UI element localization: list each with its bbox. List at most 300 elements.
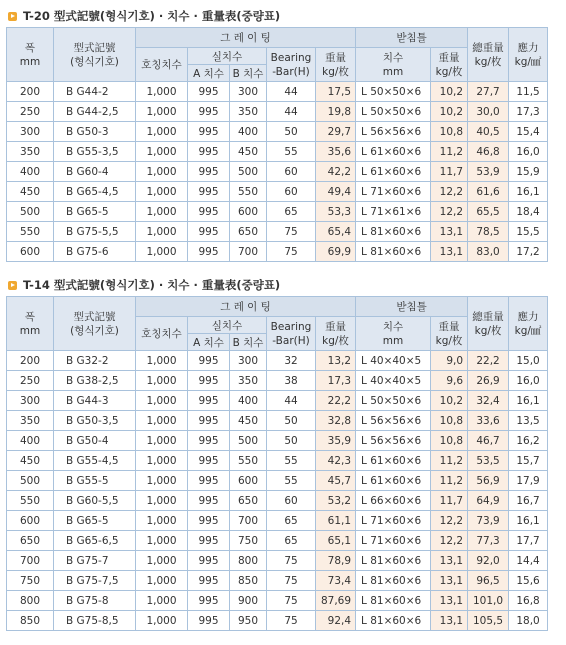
cell-model: B G65-5 (54, 202, 136, 222)
cell-b-dim: 600 (230, 471, 267, 491)
cell-nominal: 1,000 (136, 611, 188, 631)
cell-steel-weight: 12,2 (431, 202, 468, 222)
cell-bearing: 55 (267, 142, 316, 162)
cell-model: B G44-3 (54, 391, 136, 411)
cell-steel: L 56×56×6 (356, 431, 431, 451)
cell-b-dim: 400 (230, 122, 267, 142)
cell-steel-weight: 11,7 (431, 162, 468, 182)
cell-total-weight: 101,0 (468, 591, 509, 611)
cell-nominal: 1,000 (136, 391, 188, 411)
cell-model: B G55-5 (54, 471, 136, 491)
cell-weight: 35,6 (316, 142, 356, 162)
cell-b-dim: 900 (230, 591, 267, 611)
cell-bearing: 65 (267, 511, 316, 531)
cell-total-weight: 22,2 (468, 351, 509, 371)
header-support: 받침틀 (356, 28, 468, 48)
cell-stress: 17,9 (509, 471, 548, 491)
section-title-t14 (8, 277, 280, 293)
cell-a-dim: 995 (188, 431, 230, 451)
cell-width: 850 (7, 611, 54, 631)
cell-stress: 15,4 (509, 122, 548, 142)
cell-weight: 53,2 (316, 491, 356, 511)
cell-a-dim: 995 (188, 411, 230, 431)
cell-bearing: 38 (267, 371, 316, 391)
cell-b-dim: 300 (230, 82, 267, 102)
cell-nominal: 1,000 (136, 531, 188, 551)
cell-width: 200 (7, 82, 54, 102)
cell-steel-weight: 12,2 (431, 531, 468, 551)
cell-a-dim: 995 (188, 351, 230, 371)
cell-weight: 13,2 (316, 351, 356, 371)
cell-b-dim: 350 (230, 102, 267, 122)
cell-width: 250 (7, 371, 54, 391)
cell-nominal: 1,000 (136, 491, 188, 511)
header-actual: 실치수 (188, 317, 267, 334)
cell-steel-weight: 10,8 (431, 431, 468, 451)
cell-b-dim: 300 (230, 351, 267, 371)
section-title-t20 (8, 8, 280, 24)
cell-total-weight: 27,7 (468, 82, 509, 102)
cell-nominal: 1,000 (136, 202, 188, 222)
cell-weight: 87,69 (316, 591, 356, 611)
cell-nominal: 1,000 (136, 142, 188, 162)
cell-steel-weight: 11,2 (431, 471, 468, 491)
table-row (7, 122, 548, 142)
header-weight: 重量 kg/枚 (316, 317, 356, 351)
cell-steel: L 56×56×6 (356, 122, 431, 142)
cell-weight: 49,4 (316, 182, 356, 202)
cell-total-weight: 105,5 (468, 611, 509, 631)
cell-width: 400 (7, 431, 54, 451)
header-grating: 그 레 이 팅 (136, 297, 356, 317)
cell-b-dim: 650 (230, 222, 267, 242)
header-width: 폭 mm (7, 28, 54, 82)
header-b-dim: B 치수 (230, 334, 267, 351)
header-total-weight: 總重量 kg/枚 (468, 297, 509, 351)
cell-width: 750 (7, 571, 54, 591)
cell-bearing: 32 (267, 351, 316, 371)
cell-steel-weight: 9,0 (431, 351, 468, 371)
cell-steel: L 81×60×6 (356, 591, 431, 611)
cell-a-dim: 995 (188, 162, 230, 182)
header-nominal: 호칭치수 (136, 48, 188, 82)
cell-model: B G75-8 (54, 591, 136, 611)
cell-weight: 19,8 (316, 102, 356, 122)
cell-bearing: 75 (267, 551, 316, 571)
cell-a-dim: 995 (188, 242, 230, 262)
cell-width: 450 (7, 182, 54, 202)
cell-width: 300 (7, 122, 54, 142)
table-row (7, 491, 548, 511)
cell-stress: 15,0 (509, 351, 548, 371)
cell-width: 600 (7, 511, 54, 531)
cell-model: B G44-2,5 (54, 102, 136, 122)
cell-steel: L 61×60×6 (356, 471, 431, 491)
header-b-dim: B 치수 (230, 65, 267, 82)
cell-steel: L 66×60×6 (356, 491, 431, 511)
cell-total-weight: 78,5 (468, 222, 509, 242)
cell-total-weight: 65,5 (468, 202, 509, 222)
cell-stress: 16,1 (509, 182, 548, 202)
cell-b-dim: 400 (230, 391, 267, 411)
cell-model: B G50-3,5 (54, 411, 136, 431)
cell-stress: 14,4 (509, 551, 548, 571)
header-a-dim: A 치수 (188, 65, 230, 82)
cell-nominal: 1,000 (136, 351, 188, 371)
cell-weight: 65,1 (316, 531, 356, 551)
cell-stress: 15,7 (509, 451, 548, 471)
cell-steel-weight: 12,2 (431, 182, 468, 202)
header-width: 폭 mm (7, 297, 54, 351)
cell-model: B G75-7 (54, 551, 136, 571)
cell-model: B G65-4,5 (54, 182, 136, 202)
table-row (7, 102, 548, 122)
cell-total-weight: 26,9 (468, 371, 509, 391)
cell-nominal: 1,000 (136, 102, 188, 122)
cell-a-dim: 995 (188, 222, 230, 242)
cell-nominal: 1,000 (136, 571, 188, 591)
cell-weight: 78,9 (316, 551, 356, 571)
cell-a-dim: 995 (188, 491, 230, 511)
header-support: 받침틀 (356, 297, 468, 317)
cell-weight: 92,4 (316, 611, 356, 631)
cell-bearing: 75 (267, 611, 316, 631)
cell-stress: 16,1 (509, 511, 548, 531)
cell-steel: L 56×56×6 (356, 411, 431, 431)
header-stress: 應力 kg/㎟ (509, 297, 548, 351)
table-row (7, 162, 548, 182)
cell-width: 700 (7, 551, 54, 571)
header-model: 型式記號 (형식기호) (54, 297, 136, 351)
bullet-icon (8, 12, 17, 21)
cell-steel-weight: 12,2 (431, 511, 468, 531)
cell-total-weight: 56,9 (468, 471, 509, 491)
header-total-weight: 總重量 kg/枚 (468, 28, 509, 82)
cell-model: B G55-4,5 (54, 451, 136, 471)
cell-total-weight: 40,5 (468, 122, 509, 142)
cell-total-weight: 46,7 (468, 431, 509, 451)
cell-model: B G65-6,5 (54, 531, 136, 551)
cell-b-dim: 800 (230, 551, 267, 571)
cell-model: B G75-8,5 (54, 611, 136, 631)
cell-width: 400 (7, 162, 54, 182)
cell-weight: 53,3 (316, 202, 356, 222)
cell-weight: 32,8 (316, 411, 356, 431)
cell-total-weight: 64,9 (468, 491, 509, 511)
cell-bearing: 44 (267, 82, 316, 102)
cell-stress: 18,4 (509, 202, 548, 222)
cell-total-weight: 30,0 (468, 102, 509, 122)
header-actual: 실치수 (188, 48, 267, 65)
cell-total-weight: 46,8 (468, 142, 509, 162)
cell-nominal: 1,000 (136, 511, 188, 531)
cell-a-dim: 995 (188, 391, 230, 411)
cell-nominal: 1,000 (136, 222, 188, 242)
cell-nominal: 1,000 (136, 471, 188, 491)
cell-bearing: 44 (267, 391, 316, 411)
cell-steel: L 81×60×6 (356, 222, 431, 242)
cell-b-dim: 700 (230, 511, 267, 531)
cell-steel: L 61×60×6 (356, 142, 431, 162)
cell-steel-weight: 9,6 (431, 371, 468, 391)
table-row (7, 431, 548, 451)
cell-width: 250 (7, 102, 54, 122)
cell-steel: L 50×50×6 (356, 391, 431, 411)
cell-weight: 61,1 (316, 511, 356, 531)
cell-model: B G75-5,5 (54, 222, 136, 242)
header-nominal: 호칭치수 (136, 317, 188, 351)
cell-bearing: 50 (267, 122, 316, 142)
header-bearing: Bearing -Bar(H) (267, 48, 316, 82)
table-row (7, 242, 548, 262)
cell-a-dim: 995 (188, 531, 230, 551)
table-row (7, 471, 548, 491)
spec-table-t14 (6, 296, 548, 631)
cell-model: B G60-4 (54, 162, 136, 182)
table-row (7, 351, 548, 371)
header-support-weight: 重量 kg/枚 (431, 317, 468, 351)
header-weight: 重量 kg/枚 (316, 48, 356, 82)
cell-stress: 16,0 (509, 142, 548, 162)
header-a-dim: A 치수 (188, 334, 230, 351)
cell-width: 500 (7, 202, 54, 222)
cell-steel-weight: 13,1 (431, 551, 468, 571)
table-row (7, 611, 548, 631)
cell-width: 350 (7, 411, 54, 431)
cell-steel: L 81×60×6 (356, 551, 431, 571)
cell-nominal: 1,000 (136, 411, 188, 431)
cell-bearing: 60 (267, 182, 316, 202)
cell-b-dim: 500 (230, 431, 267, 451)
cell-model: B G65-5 (54, 511, 136, 531)
cell-width: 300 (7, 391, 54, 411)
cell-steel-weight: 13,1 (431, 222, 468, 242)
cell-bearing: 60 (267, 162, 316, 182)
cell-stress: 18,0 (509, 611, 548, 631)
cell-bearing: 50 (267, 431, 316, 451)
cell-b-dim: 350 (230, 371, 267, 391)
cell-a-dim: 995 (188, 182, 230, 202)
cell-steel-weight: 11,2 (431, 451, 468, 471)
cell-a-dim: 995 (188, 571, 230, 591)
cell-model: B G55-3,5 (54, 142, 136, 162)
cell-b-dim: 600 (230, 202, 267, 222)
cell-total-weight: 53,9 (468, 162, 509, 182)
cell-a-dim: 995 (188, 122, 230, 142)
cell-width: 200 (7, 351, 54, 371)
cell-steel-weight: 10,2 (431, 82, 468, 102)
table-row (7, 222, 548, 242)
table-row (7, 411, 548, 431)
cell-a-dim: 995 (188, 591, 230, 611)
cell-a-dim: 995 (188, 451, 230, 471)
cell-total-weight: 96,5 (468, 571, 509, 591)
cell-model: B G50-3 (54, 122, 136, 142)
header-grating: 그 레 이 팅 (136, 28, 356, 48)
cell-total-weight: 73,9 (468, 511, 509, 531)
cell-width: 650 (7, 531, 54, 551)
cell-stress: 17,2 (509, 242, 548, 262)
cell-bearing: 75 (267, 242, 316, 262)
cell-stress: 15,5 (509, 222, 548, 242)
cell-stress: 11,5 (509, 82, 548, 102)
table-row (7, 391, 548, 411)
table-row (7, 551, 548, 571)
cell-weight: 69,9 (316, 242, 356, 262)
cell-steel-weight: 13,1 (431, 242, 468, 262)
cell-total-weight: 53,5 (468, 451, 509, 471)
table-row (7, 591, 548, 611)
cell-width: 600 (7, 242, 54, 262)
cell-a-dim: 995 (188, 102, 230, 122)
cell-model: B G60-5,5 (54, 491, 136, 511)
cell-stress: 15,6 (509, 571, 548, 591)
header-dims: 치수 mm (356, 48, 431, 82)
cell-weight: 65,4 (316, 222, 356, 242)
cell-steel: L 81×60×6 (356, 571, 431, 591)
cell-steel-weight: 10,2 (431, 102, 468, 122)
cell-a-dim: 995 (188, 82, 230, 102)
cell-total-weight: 83,0 (468, 242, 509, 262)
cell-weight: 73,4 (316, 571, 356, 591)
header-stress: 應力 kg/㎟ (509, 28, 548, 82)
cell-stress: 17,7 (509, 531, 548, 551)
cell-steel: L 71×60×6 (356, 511, 431, 531)
table-row (7, 82, 548, 102)
cell-steel: L 50×50×6 (356, 82, 431, 102)
cell-nominal: 1,000 (136, 591, 188, 611)
table-row (7, 531, 548, 551)
cell-b-dim: 450 (230, 411, 267, 431)
cell-stress: 13,5 (509, 411, 548, 431)
cell-nominal: 1,000 (136, 122, 188, 142)
cell-width: 500 (7, 471, 54, 491)
cell-steel: L 71×61×6 (356, 202, 431, 222)
header-model: 型式記號 (형식기호) (54, 28, 136, 82)
cell-bearing: 65 (267, 202, 316, 222)
cell-width: 550 (7, 222, 54, 242)
cell-a-dim: 995 (188, 471, 230, 491)
cell-bearing: 75 (267, 571, 316, 591)
cell-a-dim: 995 (188, 142, 230, 162)
cell-b-dim: 950 (230, 611, 267, 631)
cell-bearing: 44 (267, 102, 316, 122)
cell-bearing: 55 (267, 471, 316, 491)
header-bearing: Bearing -Bar(H) (267, 317, 316, 351)
cell-steel: L 81×60×6 (356, 611, 431, 631)
cell-bearing: 75 (267, 222, 316, 242)
cell-a-dim: 995 (188, 371, 230, 391)
table-row (7, 571, 548, 591)
cell-width: 350 (7, 142, 54, 162)
cell-weight: 45,7 (316, 471, 356, 491)
cell-steel-weight: 11,2 (431, 142, 468, 162)
cell-nominal: 1,000 (136, 82, 188, 102)
cell-weight: 22,2 (316, 391, 356, 411)
table-row (7, 371, 548, 391)
cell-stress: 16,0 (509, 371, 548, 391)
cell-total-weight: 92,0 (468, 551, 509, 571)
cell-stress: 15,9 (509, 162, 548, 182)
cell-a-dim: 995 (188, 202, 230, 222)
cell-weight: 29,7 (316, 122, 356, 142)
cell-total-weight: 33,6 (468, 411, 509, 431)
cell-steel-weight: 10,8 (431, 122, 468, 142)
cell-bearing: 75 (267, 591, 316, 611)
cell-steel: L 71×60×6 (356, 531, 431, 551)
cell-nominal: 1,000 (136, 431, 188, 451)
cell-nominal: 1,000 (136, 371, 188, 391)
cell-stress: 16,2 (509, 431, 548, 451)
cell-width: 800 (7, 591, 54, 611)
cell-b-dim: 700 (230, 242, 267, 262)
cell-steel-weight: 11,7 (431, 491, 468, 511)
cell-total-weight: 77,3 (468, 531, 509, 551)
table-row (7, 202, 548, 222)
cell-stress: 17,3 (509, 102, 548, 122)
cell-weight: 17,5 (316, 82, 356, 102)
cell-weight: 42,2 (316, 162, 356, 182)
cell-nominal: 1,000 (136, 162, 188, 182)
cell-steel: L 40×40×5 (356, 351, 431, 371)
cell-weight: 35,9 (316, 431, 356, 451)
cell-weight: 17,3 (316, 371, 356, 391)
section-title-text: T-20 型式記號(형식기호) · 치수 · 重量表(중량표) (23, 9, 281, 23)
cell-steel-weight: 13,1 (431, 591, 468, 611)
bullet-icon (8, 281, 17, 290)
cell-steel: L 40×40×5 (356, 371, 431, 391)
cell-a-dim: 995 (188, 511, 230, 531)
cell-steel: L 81×60×6 (356, 242, 431, 262)
cell-steel: L 71×60×6 (356, 182, 431, 202)
table-row (7, 451, 548, 471)
header-support-weight: 重量 kg/枚 (431, 48, 468, 82)
cell-b-dim: 550 (230, 451, 267, 471)
cell-width: 550 (7, 491, 54, 511)
table-row (7, 511, 548, 531)
table-row (7, 142, 548, 162)
cell-model: B G44-2 (54, 82, 136, 102)
cell-width: 450 (7, 451, 54, 471)
cell-stress: 16,8 (509, 591, 548, 611)
cell-nominal: 1,000 (136, 182, 188, 202)
cell-model: B G32-2 (54, 351, 136, 371)
cell-steel-weight: 13,1 (431, 571, 468, 591)
cell-bearing: 65 (267, 531, 316, 551)
cell-steel: L 61×60×6 (356, 162, 431, 182)
cell-steel-weight: 10,2 (431, 391, 468, 411)
spec-table-t20 (6, 27, 548, 262)
cell-b-dim: 450 (230, 142, 267, 162)
cell-steel-weight: 13,1 (431, 611, 468, 631)
cell-b-dim: 550 (230, 182, 267, 202)
cell-stress: 16,1 (509, 391, 548, 411)
cell-b-dim: 650 (230, 491, 267, 511)
cell-bearing: 55 (267, 451, 316, 471)
cell-b-dim: 750 (230, 531, 267, 551)
cell-total-weight: 32,4 (468, 391, 509, 411)
cell-steel-weight: 10,8 (431, 411, 468, 431)
cell-nominal: 1,000 (136, 242, 188, 262)
cell-bearing: 50 (267, 411, 316, 431)
cell-model: B G75-7,5 (54, 571, 136, 591)
cell-nominal: 1,000 (136, 451, 188, 471)
cell-stress: 16,7 (509, 491, 548, 511)
table-row (7, 182, 548, 202)
cell-a-dim: 995 (188, 611, 230, 631)
cell-steel: L 61×60×6 (356, 451, 431, 471)
cell-bearing: 60 (267, 491, 316, 511)
